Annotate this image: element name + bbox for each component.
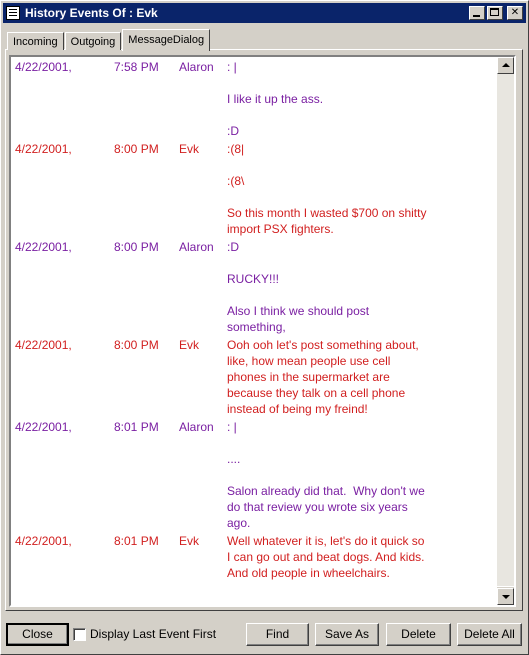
maximize-button[interactable] <box>487 6 503 20</box>
minimize-icon <box>473 15 480 17</box>
message-date: 4/22/2001, <box>15 420 72 434</box>
history-list[interactable] <box>9 55 516 607</box>
message-time: 8:00 PM <box>114 142 159 156</box>
message-text: Ooh ooh let's post something about, like, how mean people use cell phones in the supermarket are because they talk on a cell phone instead of being my freind! <box>227 338 423 416</box>
scroll-up-button[interactable] <box>497 57 514 74</box>
close-window-button[interactable] <box>507 6 523 20</box>
message-time: 8:00 PM <box>114 240 159 254</box>
display-last-event-first-option[interactable] <box>73 627 216 641</box>
vertical-scrollbar[interactable] <box>497 57 514 605</box>
document-icon <box>6 6 20 20</box>
message-time: 7:58 PM <box>114 60 159 74</box>
tab-incoming[interactable]: Incoming <box>7 32 64 50</box>
message-text: :(8| :(8\ So this month I wasted $700 on shitty import PSX fighters. <box>227 142 427 236</box>
message-text: Well whatever it is, let's do it quick so I can go out and beat dogs. And kids. And old people in wheelchairs. <box>227 534 428 580</box>
display-last-event-first-checkbox[interactable] <box>73 628 86 641</box>
message-row[interactable] <box>11 417 497 531</box>
tab-strip <box>7 28 211 50</box>
delete-button[interactable]: Delete <box>386 623 451 646</box>
arrow-up-icon <box>502 63 510 67</box>
message-time: 8:01 PM <box>114 534 159 548</box>
window-title: History Events Of : Evk <box>25 6 158 20</box>
message-date: 4/22/2001, <box>15 142 72 156</box>
message-nick: Alaron <box>179 420 214 434</box>
title-bar[interactable] <box>3 3 526 23</box>
message-row[interactable] <box>11 531 497 581</box>
message-row[interactable] <box>11 57 497 139</box>
message-time: 8:01 PM <box>114 420 159 434</box>
save-as-button[interactable]: Save As <box>315 623 379 646</box>
message-list <box>11 57 497 605</box>
scroll-down-button[interactable] <box>497 588 514 605</box>
arrow-down-icon <box>502 595 510 599</box>
message-date: 4/22/2001, <box>15 338 72 352</box>
message-date: 4/22/2001, <box>15 240 72 254</box>
message-time: 8:00 PM <box>114 338 159 352</box>
message-text: : | .... Salon already did that. Why don't we do that review you wrote six years ago. <box>227 420 425 530</box>
message-nick: Evk <box>179 534 200 548</box>
close-icon: ✕ <box>510 7 520 18</box>
message-date: 4/22/2001, <box>15 60 72 74</box>
message-date: 4/22/2001, <box>15 534 72 548</box>
tab-outgoing[interactable]: Outgoing <box>65 32 122 50</box>
message-text: :D RUCKY!!! Also I think we should post something, <box>227 240 370 334</box>
delete-all-button[interactable]: Delete All <box>457 623 522 646</box>
maximize-icon <box>490 8 499 16</box>
checkbox-label: Display Last Event First <box>90 627 217 641</box>
message-text: : | I like it up the ass. :D <box>227 60 324 138</box>
message-nick: Evk <box>179 338 200 352</box>
minimize-button[interactable] <box>469 6 485 20</box>
message-row[interactable] <box>11 335 497 417</box>
message-nick: Alaron <box>179 240 214 254</box>
find-button[interactable]: Find <box>246 623 309 646</box>
message-row[interactable] <box>11 237 497 335</box>
message-nick: Alaron <box>179 60 214 74</box>
message-row[interactable] <box>11 139 497 237</box>
message-nick: Evk <box>179 142 200 156</box>
close-button[interactable]: Close <box>6 623 69 646</box>
tab-messagedialog[interactable]: MessageDialog <box>122 29 210 51</box>
